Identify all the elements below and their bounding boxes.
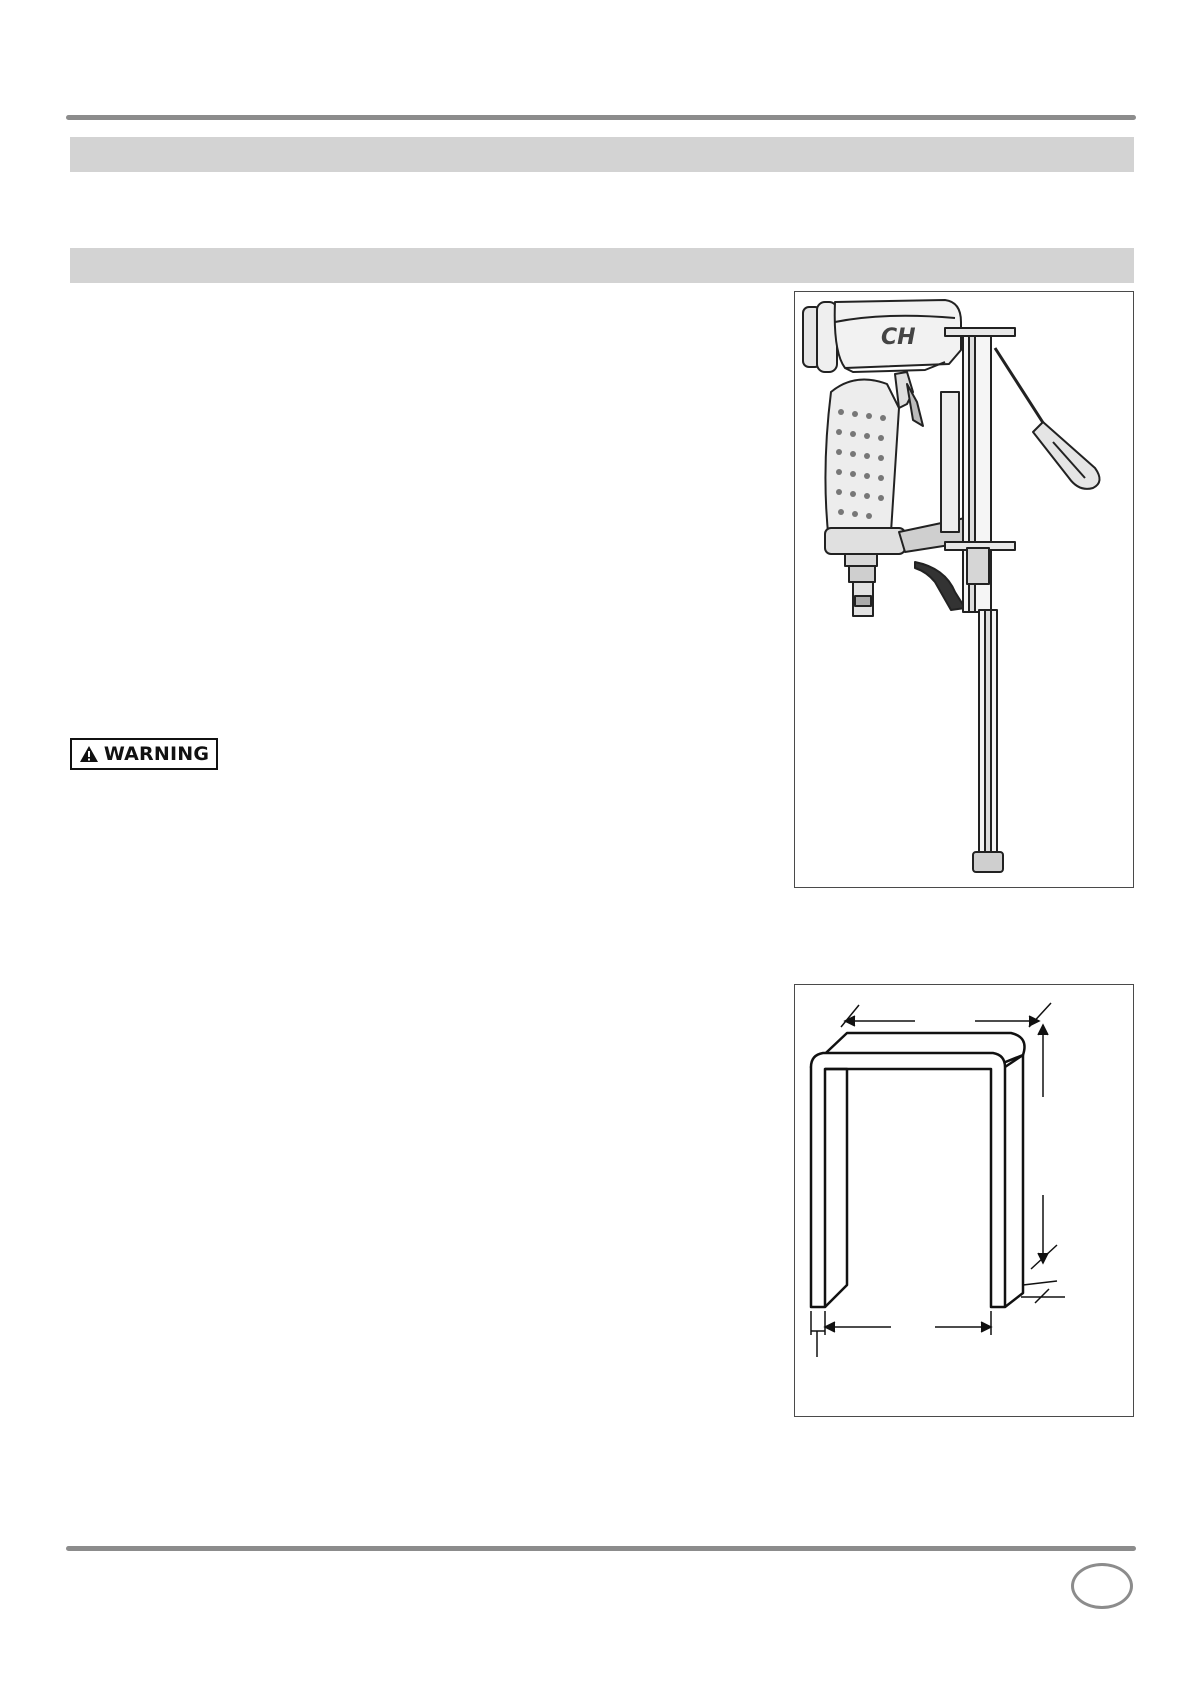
page-number-badge [1071, 1563, 1133, 1609]
bottom-divider [66, 1546, 1136, 1551]
warning-text: WARNING [103, 743, 210, 765]
section-header-band [70, 248, 1134, 283]
top-divider [66, 115, 1136, 120]
stapler-illustration [795, 292, 1133, 887]
staple-dimensions-figure [794, 984, 1134, 1417]
logo-mark [881, 325, 916, 350]
svg-text:CH: CH [881, 325, 916, 350]
section-header-band [70, 137, 1134, 172]
staple-diagram [795, 985, 1133, 1416]
warning-label [70, 738, 218, 770]
stapler-figure [794, 291, 1134, 888]
warning-triangle-icon [79, 745, 99, 763]
